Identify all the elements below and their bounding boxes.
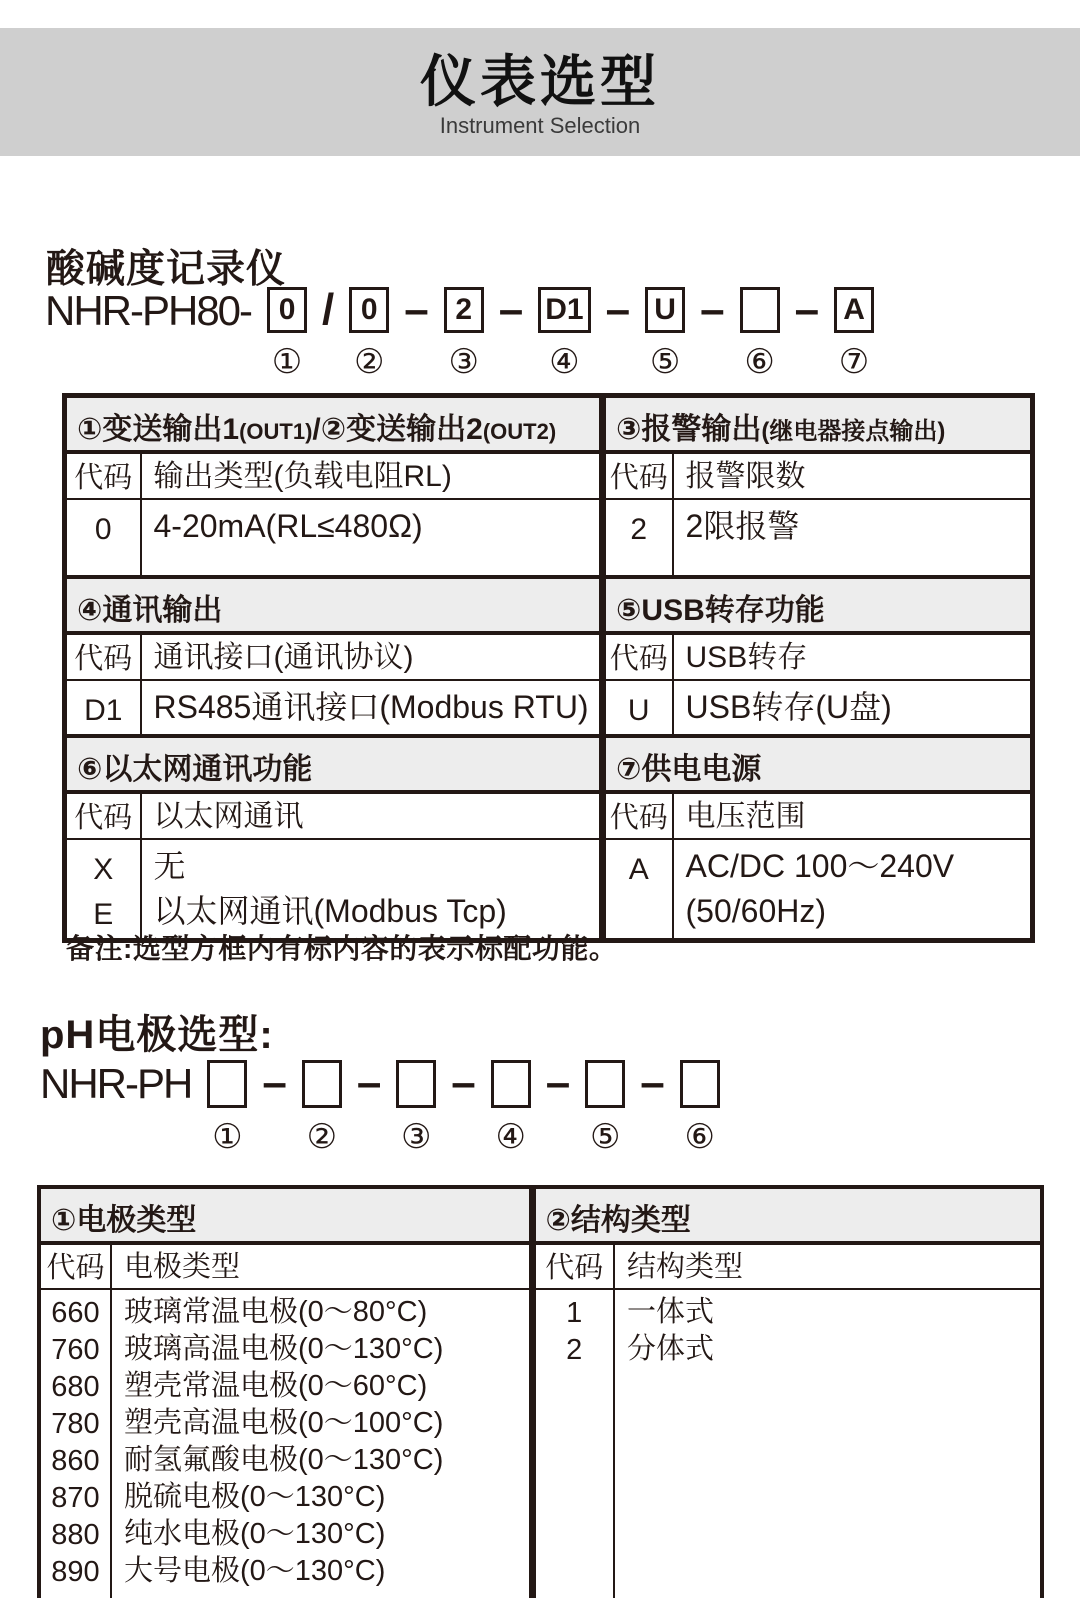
code-value-cell: 0 <box>65 499 141 577</box>
model-slot-5 <box>585 1060 625 1156</box>
position-number-6: ⑥ <box>744 343 775 381</box>
electrode-section-title: pH电极选型: <box>40 1013 274 1057</box>
model-code-box-6 <box>680 1060 720 1108</box>
value-cell: RS485通讯接口(Modbus RTU) <box>141 680 603 736</box>
recorder-selection-table <box>62 393 1035 943</box>
electrode-model-prefix: NHR-PH <box>40 1060 192 1107</box>
value-cell: 2限报警 <box>673 499 1033 577</box>
code-value-cell: D1 <box>65 680 141 736</box>
model-code-box-6 <box>740 287 780 333</box>
table1-header-alarm-output <box>603 396 1033 453</box>
position-number-6: ⑥ <box>684 1118 715 1156</box>
header-banner <box>0 28 1080 156</box>
model-code-box-4: D1 <box>538 287 590 333</box>
model-code-box-3: 2 <box>444 287 484 333</box>
electrode-code: 880 <box>51 1519 100 1551</box>
header-text: ①变送输出1 <box>77 413 240 446</box>
type-label-cell: USB转存 <box>673 633 1033 680</box>
value-cell: 4-20mA(RL≤480Ω) <box>141 499 603 577</box>
table1-header-transmit-output <box>65 396 603 453</box>
value-line: (50/60Hz) <box>685 893 827 929</box>
electrode-selection-table <box>37 1185 1044 1598</box>
note-text: 备注:选型方框内有标内容的表示标配功能。 <box>66 933 618 964</box>
table1-header-ethernet: ⑥以太网通讯功能 <box>65 736 603 792</box>
model-separator: / <box>322 285 335 334</box>
electrode-code: 760 <box>51 1334 100 1366</box>
position-number-1: ① <box>212 1118 243 1156</box>
type-label-cell: 结构类型 <box>614 1243 1042 1289</box>
type-label-cell: 电极类型 <box>111 1243 532 1289</box>
model-slot-2 <box>349 287 389 381</box>
electrode-type: 脱硫电极(0～130°C) <box>124 1481 386 1513</box>
electrode-code: 680 <box>51 1371 100 1403</box>
table1-header-usb: ⑤USB转存功能 <box>603 577 1033 633</box>
electrode-code: 780 <box>51 1408 100 1440</box>
model-slot-2 <box>302 1060 342 1156</box>
value-cell: USB转存(U盘) <box>673 680 1033 736</box>
type-label-cell: 以太网通讯 <box>141 792 603 839</box>
model-slot-1 <box>267 287 307 381</box>
recorder-model-line <box>45 287 874 381</box>
model-separator: – <box>498 285 524 334</box>
electrode-code: 890 <box>51 1556 100 1588</box>
page-title: 仪表选型 <box>420 50 660 113</box>
model-separator: – <box>794 285 820 334</box>
electrode-type: 纯水电极(0～130°C) <box>124 1518 386 1550</box>
model-code-box-1 <box>207 1060 247 1108</box>
type-label-cell: 通讯接口(通讯协议) <box>141 633 603 680</box>
recorder-model-prefix: NHR-PH80- <box>45 287 252 334</box>
model-slot-3 <box>396 1060 436 1156</box>
value-cell <box>673 839 1033 941</box>
electrode-type: 塑壳常温电极(0～60°C) <box>124 1370 428 1402</box>
model-code-box-3 <box>396 1060 436 1108</box>
page-subtitle: Instrument Selection <box>439 113 641 138</box>
electrode-type-list <box>111 1289 532 1598</box>
model-slot-4 <box>491 1060 531 1156</box>
recorder-section-title: 酸碱度记录仪 <box>46 248 287 291</box>
position-number-1: ① <box>271 343 303 381</box>
code-value-line: X <box>93 853 114 886</box>
header-text-small: (OUT2) <box>482 419 557 444</box>
position-number-2: ② <box>306 1118 338 1156</box>
electrode-code-list <box>39 1289 111 1598</box>
model-code-box-4 <box>491 1060 531 1108</box>
value-line: 以太网通讯(Modbus Tcp) <box>153 893 507 929</box>
electrode-type: 塑壳高温电极(0～100°C) <box>124 1407 444 1439</box>
code-label-cell: 代码 <box>603 633 673 680</box>
model-separator: – <box>262 1058 287 1107</box>
code-value-cell: A <box>603 839 673 941</box>
value-line: 无 <box>153 848 186 884</box>
electrode-code: 660 <box>51 1297 100 1329</box>
model-separator: – <box>605 285 631 334</box>
type-label-cell: 输出类型(负载电阻RL) <box>141 452 603 499</box>
header-text: /②变送输出2 <box>312 413 483 446</box>
position-number-2: ② <box>354 343 385 381</box>
header-text-small: (继电器接点输出) <box>761 418 946 445</box>
model-code-box-5: U <box>645 287 685 333</box>
structure-type: 分体式 <box>627 1333 715 1365</box>
code-value-cell: U <box>603 680 673 736</box>
position-number-7: ⑦ <box>838 343 870 381</box>
code-label-cell: 代码 <box>65 633 141 680</box>
electrode-type: 大号电极(0～130°C) <box>124 1555 386 1587</box>
model-separator: – <box>700 285 725 334</box>
model-slot-7 <box>834 287 874 381</box>
table1-header-power: ⑦供电电源 <box>603 736 1033 792</box>
electrode-model-line <box>40 1060 720 1156</box>
type-label-cell: 报警限数 <box>673 452 1033 499</box>
electrode-type: 玻璃常温电极(0～80°C) <box>124 1296 428 1328</box>
model-separator: – <box>545 1058 571 1107</box>
table1-header-comm-output: ④通讯输出 <box>65 577 603 633</box>
position-number-5: ⑤ <box>649 343 681 381</box>
position-number-4: ④ <box>495 1118 527 1156</box>
structure-code: 1 <box>566 1297 583 1329</box>
table2-header-structure-type: ②结构类型 <box>532 1187 1042 1243</box>
structure-type-list <box>614 1289 1042 1598</box>
electrode-type: 玻璃高温电极(0～130°C) <box>124 1333 444 1365</box>
header-text-small: (OUT1) <box>239 419 313 444</box>
code-label-cell: 代码 <box>39 1243 111 1289</box>
electrode-type: 耐氢氟酸电极(0～130°C) <box>124 1444 444 1476</box>
model-separator: – <box>404 285 429 334</box>
model-code-box-5 <box>585 1060 625 1108</box>
model-slot-6 <box>680 1060 720 1156</box>
model-slot-4 <box>538 287 590 381</box>
code-value-line: E <box>93 898 114 931</box>
position-number-3: ③ <box>448 343 479 381</box>
model-slot-5 <box>645 287 685 381</box>
model-code-box-2: 0 <box>349 287 389 333</box>
header-text: ③报警输出 <box>616 413 762 446</box>
model-slot-6 <box>740 287 780 381</box>
structure-type: 一体式 <box>627 1296 715 1328</box>
electrode-code: 860 <box>51 1445 100 1477</box>
type-label-cell: 电压范围 <box>673 792 1033 839</box>
structure-code: 2 <box>566 1334 583 1366</box>
code-label-cell: 代码 <box>532 1243 614 1289</box>
table2-header-electrode-type: ①电极类型 <box>39 1187 532 1243</box>
position-number-4: ④ <box>549 343 580 381</box>
model-code-box-1: 0 <box>267 287 307 333</box>
code-value-cell: 2 <box>603 499 673 577</box>
model-slot-3 <box>444 287 484 381</box>
model-code-box-7: A <box>834 287 874 333</box>
position-number-3: ③ <box>401 1118 432 1156</box>
code-label-cell: 代码 <box>603 792 673 839</box>
position-number-5: ⑤ <box>590 1118 621 1156</box>
code-label-cell: 代码 <box>603 452 673 499</box>
electrode-code: 870 <box>51 1482 100 1514</box>
code-label-cell: 代码 <box>65 792 141 839</box>
code-value-cell <box>65 839 141 941</box>
model-code-box-2 <box>302 1060 342 1108</box>
model-separator: – <box>356 1058 382 1107</box>
value-line: AC/DC 100～240V <box>685 848 955 884</box>
model-separator: – <box>451 1058 476 1107</box>
model-separator: – <box>640 1058 665 1107</box>
model-slot-1 <box>207 1060 247 1156</box>
structure-code-list <box>532 1289 614 1598</box>
value-cell <box>141 839 603 941</box>
code-label-cell: 代码 <box>65 452 141 499</box>
